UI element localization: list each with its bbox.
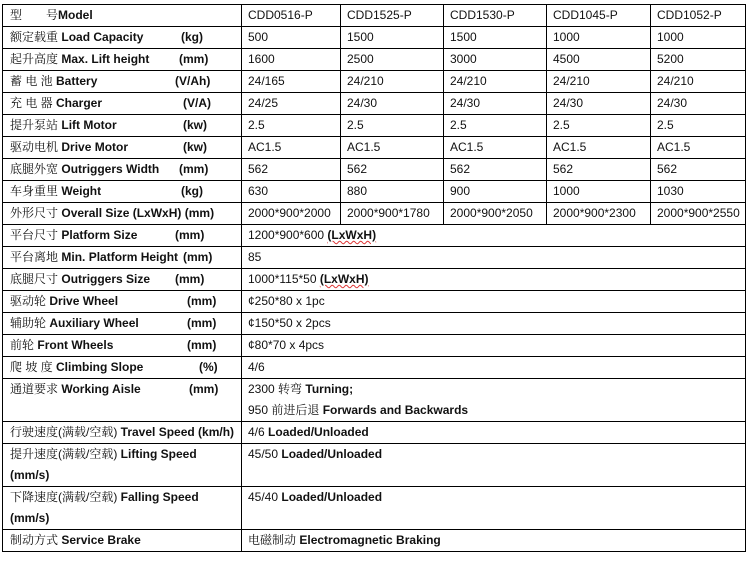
value-cell: 2000*900*1780: [341, 203, 444, 225]
label-cn: 驱动轮: [10, 294, 47, 308]
value-cell: AC1.5: [242, 137, 341, 159]
model-cell: CDD0516-P: [242, 5, 341, 27]
value-cell: 1500: [341, 27, 444, 49]
label-unit: (mm): [187, 338, 217, 352]
value-cell: AC1.5: [341, 137, 444, 159]
table-row: [3, 530, 746, 552]
value-cell: [242, 247, 746, 269]
row-label: [3, 203, 242, 225]
label-unit: (kg): [181, 30, 203, 44]
label-cn: 底腿尺寸: [10, 272, 59, 286]
table-row: [3, 93, 746, 115]
value-cell: AC1.5: [547, 137, 651, 159]
value-cell: 24/25: [242, 93, 341, 115]
row-label: [3, 71, 242, 93]
table-row: [3, 115, 746, 137]
row-label: [3, 291, 242, 313]
row-label: [3, 313, 242, 335]
value-cell: [242, 357, 746, 379]
value-text: 1000*115*50: [248, 272, 317, 286]
label-en: Charger: [56, 96, 103, 110]
label-en: Drive Wheel: [49, 294, 119, 308]
header-row: [3, 5, 746, 27]
value-en: Forwards and Backwards: [322, 403, 469, 417]
value-cell: 24/30: [444, 93, 547, 115]
label-en: Platform Size: [61, 228, 138, 242]
table-row: [3, 203, 746, 225]
value-cell: 880: [341, 181, 444, 203]
label-cn: 下降速度(满载/空载): [10, 490, 118, 504]
label-en: Auxiliary Wheel: [49, 316, 139, 330]
value-cell: 24/165: [242, 71, 341, 93]
table-row: [3, 247, 746, 269]
value-cell: 630: [242, 181, 341, 203]
value-cell: 562: [341, 159, 444, 181]
label-cn: 提升泵站: [10, 118, 59, 132]
label-unit: (mm): [179, 162, 209, 176]
value-text: 1200*900*600: [248, 228, 325, 242]
table-row: [3, 27, 746, 49]
label-unit: (mm): [179, 52, 209, 66]
value-text: 电磁制动: [248, 533, 297, 547]
label-en: Min. Platform Height: [61, 250, 179, 264]
row-label: [3, 115, 242, 137]
value-cell: 562: [651, 159, 746, 181]
value-cell: 1600: [242, 49, 341, 71]
value-text: 4/6: [248, 425, 265, 439]
label-cn: 外形尺寸: [10, 206, 59, 220]
value-text: 4/6: [248, 360, 265, 374]
value-cell: 4500: [547, 49, 651, 71]
label-en: Model: [58, 8, 93, 22]
table-row: [3, 335, 746, 357]
label-cn: 爬 坡 度: [10, 360, 53, 374]
value-cell: 24/30: [341, 93, 444, 115]
label-cn: 蓄 电 池: [10, 74, 53, 88]
row-label: [3, 225, 242, 247]
value-cell: 2.5: [547, 115, 651, 137]
value-en: (LxWxH): [319, 272, 369, 286]
value-cell: [242, 530, 746, 552]
spec-table: [2, 4, 746, 552]
label-cn: 额定载重: [10, 30, 59, 44]
value-en: Loaded/Unloaded: [281, 447, 383, 461]
table-row: [3, 71, 746, 93]
value-cell: 2.5: [444, 115, 547, 137]
label-cn: 车身重里: [10, 184, 59, 198]
value-en: Loaded/Unloaded: [281, 490, 383, 504]
value-cell: 562: [444, 159, 547, 181]
table-row: [3, 137, 746, 159]
value-cell: 24/30: [547, 93, 651, 115]
table-row: [3, 269, 746, 291]
value-cell: 900: [444, 181, 547, 203]
label-en: Lifting Speed: [120, 447, 197, 461]
table-row: [3, 225, 746, 247]
row-label: [3, 422, 242, 444]
row-label: [3, 357, 242, 379]
label-en: Overall Size (LxWxH) (mm): [61, 206, 215, 220]
model-cell: CDD1052-P: [651, 5, 746, 27]
table-row: [3, 357, 746, 379]
label-unit: (mm): [187, 316, 217, 330]
label-unit: (mm): [175, 272, 205, 286]
label-unit: (mm): [189, 382, 219, 396]
value-cell: 24/210: [444, 71, 547, 93]
row-label: [3, 335, 242, 357]
label-cn: 制动方式: [10, 533, 59, 547]
value-cell: 2500: [341, 49, 444, 71]
label-cn: 充 电 器: [10, 96, 53, 110]
row-label: [3, 487, 242, 530]
value-cell: AC1.5: [651, 137, 746, 159]
value-cell: 2.5: [341, 115, 444, 137]
value-cell: 1030: [651, 181, 746, 203]
label-en: Lift Motor: [61, 118, 117, 132]
label-en: Outriggers Width: [61, 162, 160, 176]
value-cell: 24/210: [651, 71, 746, 93]
value-text: 2300 转弯: [248, 382, 303, 396]
label-cn: 行驶速度(满载/空载): [10, 425, 118, 439]
value-cell: 2.5: [242, 115, 341, 137]
value-cell: [242, 335, 746, 357]
value-cell: 2000*900*2300: [547, 203, 651, 225]
value-text: ¢250*80 x 1pc: [248, 294, 325, 308]
label-cn: 辅助轮: [10, 316, 47, 330]
row-label: [3, 137, 242, 159]
table-row: [3, 379, 746, 422]
label-en: Service Brake: [61, 533, 141, 547]
value-cell: 500: [242, 27, 341, 49]
table-row: [3, 49, 746, 71]
row-label: [3, 159, 242, 181]
value-text: ¢150*50 x 2pcs: [248, 316, 331, 330]
value-text: 950 前进后退: [248, 403, 320, 417]
value-cell: [242, 225, 746, 247]
value-cell: 2000*900*2000: [242, 203, 341, 225]
label-en: Drive Motor: [61, 140, 129, 154]
value-cell: 24/210: [547, 71, 651, 93]
label-en: Working Aisle: [61, 382, 141, 396]
table-row: [3, 487, 746, 530]
label-cn: 通道要求: [10, 382, 59, 396]
value-cell: [242, 379, 746, 422]
label-cn: 起升高度: [10, 52, 59, 66]
label-en: Front Wheels: [37, 338, 114, 352]
value-en: Loaded/Unloaded: [268, 425, 369, 439]
value-cell: [242, 422, 746, 444]
label-en: Max. Lift height: [61, 52, 150, 66]
value-cell: 3000: [444, 49, 547, 71]
value-cell: 5200: [651, 49, 746, 71]
value-cell: 24/210: [341, 71, 444, 93]
label-cn: 驱动电机: [10, 140, 59, 154]
row-label: [3, 93, 242, 115]
model-cell: CDD1530-P: [444, 5, 547, 27]
value-cell: 2000*900*2550: [651, 203, 746, 225]
label-en: Falling Speed: [120, 490, 199, 504]
model-cell: CDD1525-P: [341, 5, 444, 27]
label-unit: (kw): [183, 140, 207, 154]
value-cell: 562: [242, 159, 341, 181]
value-cell: 2.5: [651, 115, 746, 137]
label-en: Battery: [56, 74, 98, 88]
value-cell: 562: [547, 159, 651, 181]
label-unit: (V/Ah): [175, 74, 211, 88]
label-unit: (mm): [187, 294, 217, 308]
row-label: [3, 530, 242, 552]
table-row: [3, 291, 746, 313]
value-cell: 24/30: [651, 93, 746, 115]
label-cn: 平台尺寸: [10, 228, 59, 242]
value-cell: AC1.5: [444, 137, 547, 159]
row-label: [3, 49, 242, 71]
value-en: Electromagnetic Braking: [299, 533, 441, 547]
value-cell: 1000: [651, 27, 746, 49]
value-en: (LxWxH): [327, 228, 377, 242]
value-cell: 2000*900*2050: [444, 203, 547, 225]
label-en: Climbing Slope: [56, 360, 144, 374]
table-row: [3, 181, 746, 203]
model-cell: CDD1045-P: [547, 5, 651, 27]
label-en: Weight: [61, 184, 102, 198]
label-cn: 型 号: [10, 8, 59, 22]
label-unit: (kg): [181, 184, 203, 198]
value-text: 45/40: [248, 490, 279, 504]
row-label: [3, 181, 242, 203]
label-unit: (%): [199, 360, 218, 374]
label-unit: (mm/s): [10, 468, 50, 482]
label-unit: (mm/s): [10, 511, 50, 525]
row-label: [3, 444, 242, 487]
label-en: Load Capacity: [61, 30, 144, 44]
label-unit: (kw): [183, 118, 207, 132]
value-cell: 1000: [547, 181, 651, 203]
value-text: 45/50: [248, 447, 279, 461]
value-en: Turning;: [305, 382, 354, 396]
label-cn: 前轮: [10, 338, 35, 352]
value-text: 85: [248, 250, 262, 264]
value-cell: [242, 269, 746, 291]
value-cell: 1500: [444, 27, 547, 49]
row-label: [3, 27, 242, 49]
label-unit: (V/A): [183, 96, 211, 110]
row-label: [3, 247, 242, 269]
label-cn: 底腿外宽: [10, 162, 59, 176]
value-cell: [242, 444, 746, 487]
value-text: ¢80*70 x 4pcs: [248, 338, 325, 352]
table-row: [3, 313, 746, 335]
value-cell: [242, 487, 746, 530]
label-unit: (mm): [183, 250, 213, 264]
table-row: [3, 444, 746, 487]
row-label: [3, 269, 242, 291]
table-row: [3, 159, 746, 181]
label-unit: (mm): [175, 228, 205, 242]
label-cn: 提升速度(满载/空载): [10, 447, 118, 461]
label-en: Outriggers Size: [61, 272, 151, 286]
label-en: Travel Speed (km/h): [120, 425, 235, 439]
table-row: [3, 422, 746, 444]
value-cell: [242, 313, 746, 335]
value-cell: 1000: [547, 27, 651, 49]
row-label: [3, 379, 242, 422]
value-cell: [242, 291, 746, 313]
row-label: [3, 5, 242, 27]
label-cn: 平台离地: [10, 250, 59, 264]
